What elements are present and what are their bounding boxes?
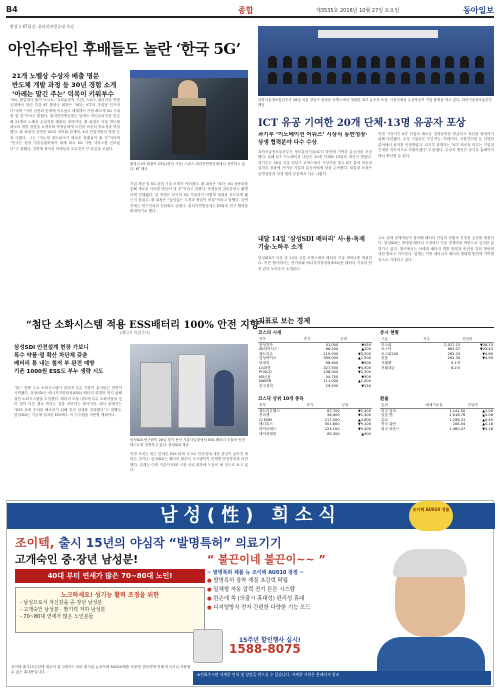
market-indicators: [258, 316, 494, 496]
newspaper-brand: 동아일보: [463, 5, 494, 15]
issue-date: 제3535호 2018년 10월 27일 토요일: [316, 8, 400, 14]
index-heading: 증시 현황: [380, 331, 399, 336]
kospi-heading: 코스피 시세: [258, 331, 282, 336]
ad-headline-main: 출시 15년의 야심작 “발명특허” 의료기기: [58, 536, 282, 550]
market-title: 지표로 보는 경제: [258, 316, 494, 328]
table-row: NAVER 111,000 ▲1,000: [259, 379, 371, 384]
ad-phone-number[interactable]: 1588-8075: [229, 642, 301, 656]
ad-footer: ※전화주시면 자세한 안내 및 상담을 받으실 수 있습니다. 자세한 사항은 홈페이지 참조: [193, 671, 491, 685]
index-table: 증시 현황 구분 지수 전일비 코스피 2,027.15 ▼36.15 코스닥 663.07 ▼25.43 코스피200 262.29 ▼4.60 선물 261.30 ▼4.90 거래량 5.1억 거래대금 6.2조: [380, 331, 493, 370]
ict-body-1: 과학기술정보통신부가 정보통신기술(ICT) 발전에 기여한 유공자를 포상했다. 올해 ICT 이노베이션 대상은 20개 단체와 13명의 개인이 받았다. 과기부는 26일 서울 강남구 코엑스에서 시상식을 열고 ICT 분야 혁신과 일자리 창출에 기여한 기업과 유공자에게 상을 수여했다. 대통령 표창은 동반성장과 상생 협력 부문에서 다수 나왔다.: [258, 150, 372, 176]
ad-title: 남성(性) 희소식: [7, 503, 495, 529]
fx-heading: 환율: [380, 397, 389, 402]
table-row: 현대차 98,600 ▼900: [259, 360, 371, 365]
table-row: 코스닥 663.07 ▼25.43: [381, 347, 493, 352]
ess-photo-caption: 삼성SDI 연구원이 26일 경기 용인 기흥사업장에서 ESS 배터리 모듈의 안전 테스트를 설명하고 있다. 삼성SDI 제공: [130, 438, 245, 447]
list-item: - 70~80대 연세가 많은 노인분들: [20, 614, 94, 620]
ess-byline: (에너지 특집기사): [120, 330, 150, 335]
ad-target-bar: 40대 부터 연세가 많은 70~80대 노인!: [15, 569, 205, 583]
award-ceremony-photo: [258, 26, 494, 96]
kospi-table: 코스피 시세 종목 종가 등락 삼성전자 41,000 ▼450 SK하이닉스 66,500 ▲200 셀트리온 219,500 ▼3,500 삼성바이오 399,000 ▲1,500 현대차 98,600 ▼900 LG화학 327,500 ▼4,500 POSCO 238,000 ▼2,500 KB금융 44,750 ▼500 NAVER 111,000 ▲1,000 한국전력 29,500 ▼150: [258, 331, 371, 388]
product-badge: 조이텍 AU010 정품: [409, 501, 453, 531]
kosdaq-heading: 코스닥 상위 10개 종목: [258, 397, 304, 402]
ad-model-photo: [369, 541, 493, 681]
table-row: 선물 261.30 ▼4.90: [381, 356, 493, 361]
ad-features: [207, 577, 362, 613]
award-photo-caption: 과학기술정보통신부가 26일 서울 강남구 삼성동 코엑스에서 개최한 ‘ICT 유공자 포상’ 시상식에서 수상자들이 기념 촬영을 하고 있다. 과학기술정보통신부 제공: [258, 98, 493, 107]
table-row: 신라젠 56,400 ▼1,400: [259, 413, 371, 418]
lead-photo-caption: 황창규 KT 회장이 23일(현지 시간) 스위스 취리히연방공대에서 강연하고 있다. KT 제공: [130, 162, 245, 171]
battery-body-2: 주요 업체 관계자들이 참석해 배터리 산업의 현황과 전망을 공유할 예정이다. 삼성SDI는 중대형 배터리 시장에서 기술 경쟁력을 바탕으로 입지를 넓혀가고 있다. 행사에서는 차세대 배터리 개발 방향과 안전성 강화 방안에 대한 발표도 이어진다. 업계는 이번 세미나가 배터리 생태계 발전에 기여할 것으로 기대하고 있다.: [378, 236, 494, 262]
table-row: 영국 파운드 1,460.47 ▼3.18: [381, 426, 493, 431]
ad-headline: [15, 534, 282, 551]
ess-subhead-3: 기존 1000원 ESS도 부누 생략 시도: [14, 369, 104, 375]
table-row: 셀트리온헬스 67,700 ▼2,300: [259, 408, 371, 413]
kosdaq-table: 코스닥 상위 10개 종목 종목 종가 등락 셀트리온헬스 67,700 ▼2,300 신라젠 56,400 ▼1,400 CJ ENM 217,000 ▲3,600 메디톡스 501,800 ▼9,100 바이로메드 224,100 ▼5,400 에이치엘비 85,300 ▲900: [258, 397, 371, 436]
table-row: 중국 위안 164.04 ▲0.18: [381, 422, 493, 427]
list-item: - 남성으로서 자신감을 중·장년 남성분: [20, 600, 103, 606]
list-item: ● 발명특허 장착 재질 초강력 탁월: [207, 577, 362, 586]
ess-body: “불.” 진짜 주요 소화시스템이 열리며 특수 약품이 분사되는 장면이 시연됐다. 삼성SDI는 에너지저장장치(ESS) 배터리 화재를 막기 위해 첨단 소화시스템을 도입했다. 배터리 모듈 내부에 특수 소화약품을 넣어 열이 다른 셀로 번지는 것을 차단하는 방식이다. 회사 관계자는 “ESS 화재 우려를 해소하기 위해 안전 설계를 강화했다”고 말했다. 삼성SDI는 기존에 설치된 ESS에도 이 시스템을 적용할 계획이다.: [14, 386, 122, 418]
list-item: ● 일체형 자동 압력 전기 튼튼 시스템: [207, 586, 362, 595]
ad-brand: 조이텍,: [15, 536, 59, 550]
table-row: KB금융 44,750 ▼500: [259, 374, 371, 379]
lead-body: “5G, 협업하다 왔어 다르요.” 23일(현지 시간) 스위스 취리히의 연방공대에서 열린 특강 KT 황창규 회장은 “5G는 ICT의 초대형 인프라다”라며 “이미 상용화 단계에 이르렀고 세계에서 가장 빠르게 5G 시대를 열 것”이라고 밝혔다. 취리히연방공대는 알버트 아인슈타인을 비롯해 21명의 노벨상 수상자를 배출한 대학이다. 황 회장은 이날 반도체 메모리 개발 경험을 소개하며 학생들에게 도전과 혁신의 중요성을 역설했다. 황 회장의 강연은 5G의 의미와 잠재력, 4차 산업혁명의 방향 등을 다뤘다. 그는 “지능형 네트워크가 새로운 플랫폼이 될 것”이라며 “한국은 평창 겨울올림픽에서 세계 최초 5G 시범 서비스를 선보였다”고 말했다. 강연에 참석한 학생들과 교수진은 큰 관심을 보였다.: [10, 98, 120, 151]
list-item: ● 한손에 쏙 (의출시 휴대성) 편리성 휴대: [207, 595, 362, 604]
table-row: 삼성전자 41,000 ▼450: [259, 342, 371, 347]
ess-company-line: 삼성SDI 안전설계 현장 가보니: [14, 345, 89, 351]
lead-photo: [130, 70, 248, 160]
page-header: [6, 4, 494, 18]
lead-subhead-1: 21개 노벨상 수상자 배출 명문: [12, 72, 100, 80]
battery-headline[interactable]: 내달 14일 ‘삼성SDI 배터리’ 사·용·독재 기술·노하우 소개: [258, 236, 365, 251]
ad-description: 조이텍 출시15주년에 새로이 업그레이드 되어 출시된 뉴조이텍 AU010제품 사용법 간단하며 언제 어디서나 사용할 수 있는 휴대용입니다.: [11, 665, 191, 675]
table-row: 코스피 2,027.15 ▼36.15: [381, 342, 493, 347]
page-number: B4: [6, 5, 18, 14]
fx-table: 환율 통화 매매기준율 전일비 미국 달러 1,141.50 ▲2.00 일본 엔 1,018.76 ▲5.06 유로 1,296.31 ▲0.40 중국 위안 164.04 ▲0.18 영국 파운드 1,460.47 ▼3.18: [380, 397, 493, 431]
table-row: 미국 달러 1,141.50 ▲2.00: [381, 408, 493, 413]
ad-box-title: 노크하세요! 성기능 활력 조정을 위한: [60, 592, 160, 599]
table-row: 삼성바이오 399,000 ▲1,500: [259, 356, 371, 361]
ess-body-continued: 이번 조치는 최근 잇따른 ESS 화재 사고로 안전성에 대한 관심이 높아진 데 따른 것이다. 삼성SDI는 배터리 셀부터 시스템까지 단계별 안전장치를 마련했다. 업계는 이번 기술이 ESS 시장 신뢰 회복에 도움이 될 것으로 보고 있다.: [130, 452, 248, 473]
ict-headline[interactable]: ICT 유공 기여한 20개 단체·13명 유공자 포상: [258, 118, 466, 129]
table-row: 코스피200 262.29 ▼4.60: [381, 351, 493, 356]
ict-subhead: 과기부 ‘이노베이션 어워즈’ 시상식 동반성장·상생 협력분야 다수 수상: [258, 132, 368, 146]
table-row: LG화학 327,500 ▼4,500: [259, 365, 371, 370]
lead-headline[interactable]: 아인슈타인 후배들도 놀란 ‘한국 5G’: [8, 40, 241, 58]
lead-subhead-3: ‘아레는 맡긴 주는’ 덕목이 키워부수: [12, 90, 114, 98]
ess-headline[interactable]: “첨단 소화시스템 적용 ESS배터리 100% 안전 지향”: [26, 320, 266, 331]
list-item: - 고개숙인 남성분 · 발기력 저하 남성분: [20, 607, 106, 613]
table-row: SK하이닉스 66,500 ▲200: [259, 347, 371, 352]
ad-quote: “ 불끈이네 불끈이~~ ”: [207, 553, 326, 566]
table-row: 유로 1,296.31 ▲0.40: [381, 417, 493, 422]
lead-subhead-2: 반도체 개발 과정 등 30년 경험 소개: [12, 81, 117, 89]
table-row: 에이치엘비 85,300 ▲900: [259, 431, 371, 436]
lead-body-continued: 기업 제공 및 5G 관련 기술 소개가 이어졌다. 황 회장은 “KT는 5G 상용화를 통해 새로운 가치를 만들어 낼 것”이라고 말했다. 학생들의 질의응답도 활발하게 진행됐다. 한 학생은 한국의 5G 기술력이 어떻게 세계를 선도하게 됐는지 물었고, 황 회장은 “끊임없는 도전과 협업이 비결”이라고 답했다. 강연 후에는 연구진과의 간담회도 열렸다. 취리히연방공대는 KT와의 연구 협력을 확대하기로 했다.: [130, 182, 248, 214]
ad-target-box: [15, 587, 205, 633]
ad-subheadline: 고개숙인 중·장년 남성분!: [15, 553, 139, 566]
ict-body-2: 이번 시상식은 ICT 산업의 새로운 성장동력을 발굴하고 혁신을 장려하기 위해 마련됐다. 수상 기업들은 인공지능, 빅데이터, 사물인터넷 등 다양한 분야에서 성과를 인정받았다. 과기부 관계자는 “ICT 혁신을 이끄는 기업과 인재를 지속적으로 지원하겠다”고 밝혔다. 수상자 명단은 과기부 홈페이지에서 확인할 수 있다.: [378, 132, 494, 158]
table-row: POSCO 238,000 ▼2,500: [259, 370, 371, 375]
table-row: 일본 엔 1,018.76 ▲5.06: [381, 413, 493, 418]
ess-subhead-2: 배터리 통 내는 철저 부 완전 예방: [14, 361, 95, 367]
product-device-image: [193, 629, 223, 663]
ess-photo: [130, 344, 248, 436]
ict-column-1: [258, 132, 372, 230]
table-row: 셀트리온 219,500 ▼3,500: [259, 351, 371, 356]
table-row: 한국전력 29,500 ▼150: [259, 383, 371, 388]
table-row: 거래대금 6.2조: [381, 365, 461, 370]
ess-subheads: [14, 344, 122, 376]
ess-subhead-1: 특수 약품·열 확산 차단제 갖춘: [14, 353, 88, 359]
list-item: ● 디지털방식 전자 간편한 다양한 기능 모드: [207, 604, 362, 613]
table-row: 거래량 5.1억: [381, 360, 461, 365]
battery-body-1: 삼성SDI가 다음 달 14일 서울 코엑스에서 배터리 기술 세미나를 개최한다. 이번 행사에서는 전기차와 에너지저장장치(ESS)용 배터리 기술과 안전 관리 노하우가 소개된다.: [258, 256, 372, 271]
ad-discount-label: 15주년 할인행사 실시!: [239, 637, 301, 644]
table-row: 바이로메드 224,100 ▼5,400: [259, 426, 371, 431]
advertisement[interactable]: [6, 500, 494, 687]
table-row: 메디톡스 501,800 ▼9,100: [259, 422, 371, 427]
ad-features-title: ~ 발명특허 제품 뉴 조이텍 AU010 장점 ~: [207, 570, 304, 576]
lead-byline: 황창규 KT회장, 취리히연방공대 특강: [10, 24, 74, 29]
section-name: 종합: [238, 6, 254, 15]
table-row: CJ ENM 217,000 ▲3,600: [259, 417, 371, 422]
